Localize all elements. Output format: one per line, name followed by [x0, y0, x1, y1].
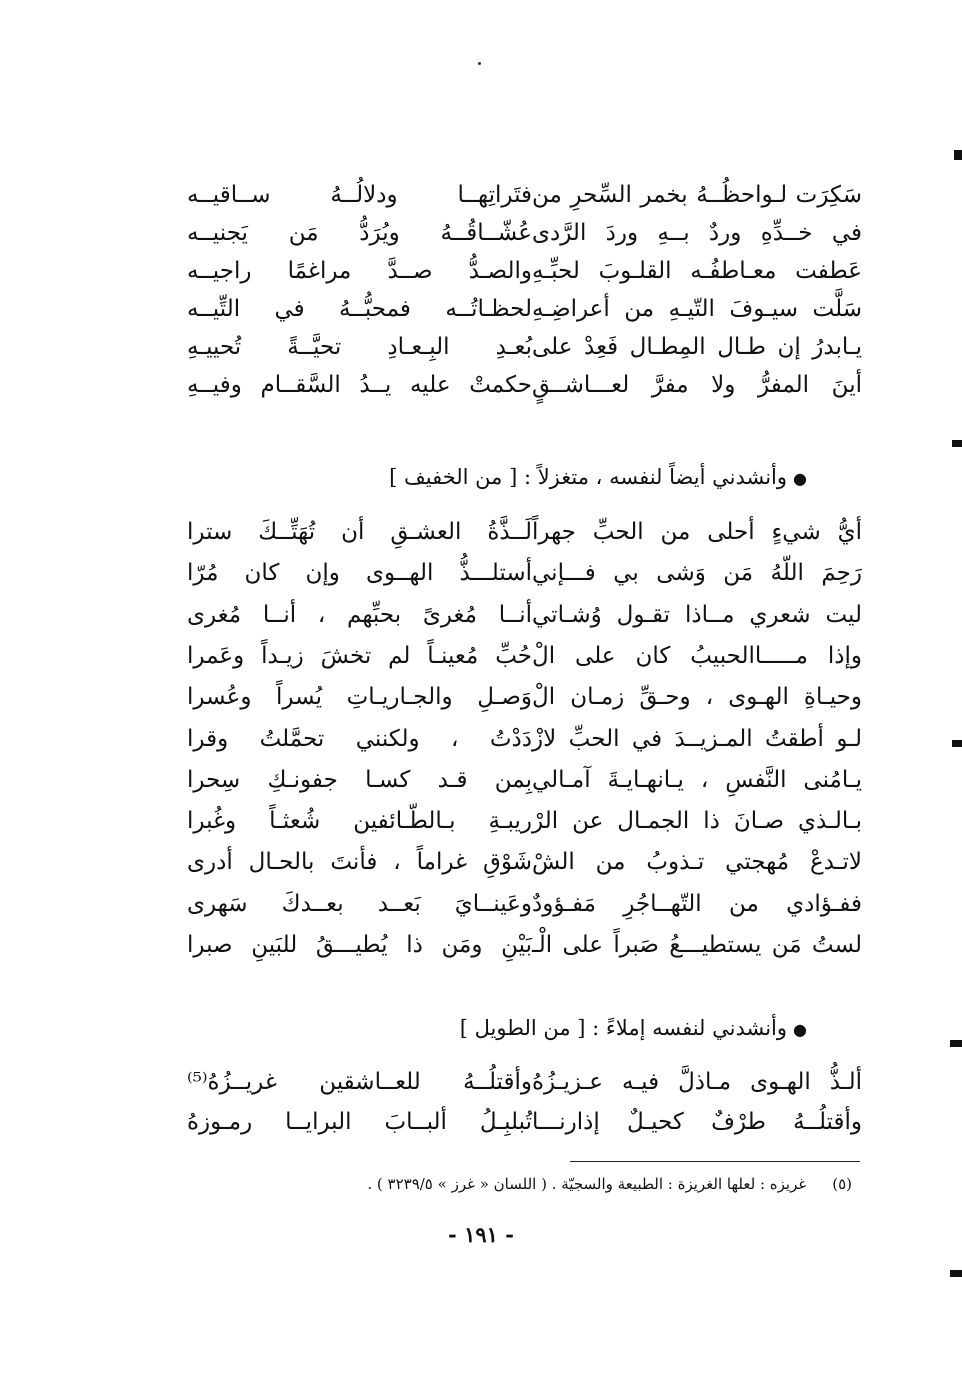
edge-mark [952, 740, 962, 747]
verse-second-hemistich: وعَينــايَ بَعــد بعــدكَ سَهرى [187, 891, 532, 917]
verse-second-hemistich: وأقتلُــهُ للعــاشقين غريــزُهُ⁽⁵⁾ [187, 1069, 532, 1095]
verse-first-hemistich: أيُّ شيءٍ أحلى من الحبِّ جهراً [532, 519, 862, 545]
verse-second-hemistich: شَوْقِ غراماً ، فأنتَ بالحـال أدرى [187, 849, 532, 875]
verse-second-hemistich: فتَراتِهــا ودلالُــهُ ســاقيــه [187, 182, 532, 208]
verse-first-hemistich: بـالـذي صـانَ ذا الجمـال عن الرْ [532, 808, 862, 834]
verse-first-hemistich: سَكِرَت لـواحظُــهُ بخمر السِّحرِ من [532, 182, 862, 208]
verse-second-hemistich: بُعـدِ البِـعـادِ تحيَّــةً تُحييـهِ [187, 334, 532, 360]
verse-first-hemistich: لـو أطقتُ المـزيــدَ في الحبِّ لازْ [532, 726, 862, 752]
verse-second-hemistich: بِمن قـد كسـا جفونـكِ سِحرا [187, 767, 532, 793]
footnote-text: غريزه : لعلها الغريزة : الطبيعة والسجيّة . ( اللسان « غرز » ٣٢٣٩/٥ ) . [367, 1175, 807, 1193]
verse-first-hemistich: لستُ مَن يستطيـــعُ صَبراً على الْـ [532, 932, 862, 958]
verse-first-hemistich: وحيـاةِ الهـوى ، وحـقِّ زمـان الْ [532, 684, 862, 710]
intro-line-khafif [389, 459, 807, 495]
verse-first-hemistich: وأقتلُــهُ طرْفٌ كحيـلٌ إذارنـــا [532, 1109, 862, 1135]
verse-second-hemistich: ريبـةِ بـالطّـائفين شُعثـاً وغُبرا [187, 808, 532, 834]
page-number: - ١٩١ - [448, 1222, 514, 1247]
verse-second-hemistich: أستلـــذُّ الهــوى وإن كان مُرّا [187, 560, 532, 586]
footnote-divider [570, 1161, 860, 1162]
edge-mark [950, 1270, 962, 1277]
footnote [367, 1170, 852, 1198]
intro-text: وأنشدني أيضاً لنفسه ، متغزلاً : [ من الخفيف ] [389, 465, 788, 489]
bullet-icon: ● [793, 1020, 807, 1039]
verse-second-hemistich: أنــا مُغرىً بحبِّهم ، أنــا مُغرى [187, 602, 532, 628]
bullet-icon: ● [793, 469, 807, 488]
verse-second-hemistich: والصـدُّ صــدَّ مراغمًا راجيــه [187, 258, 532, 284]
verse-first-hemistich: وإذا مـــــاالحبيبُ كان على الْ [532, 643, 862, 669]
verse-first-hemistich: عَطفت معـاطفُـه القلـوبَ لحبِّـهِ [532, 258, 862, 284]
verse-second-hemistich: دَدْتُ ، ولكنني تحمَّلتُ وقرا [187, 726, 532, 752]
verse-second-hemistich: لحظـاتُــه فمحبُّــهُ في التِّيــه [187, 296, 532, 322]
verse-first-hemistich: في خــدِّهِ وردٌ بــهِ وردَ الرَّدى [532, 220, 862, 246]
verse-second-hemistich: تُبلبِـلُ ألبــابَ البرايــا رمـوزهُ [187, 1109, 532, 1135]
verse-second-hemistich: عُشّــاقُــهُ ويُرَدُّ مَن يَجنيــه [187, 220, 532, 246]
verse-first-hemistich: ففـؤادي من التّهــاجُرِ مَفـؤودٌ [532, 891, 862, 917]
verse-first-hemistich: يـامُنى النَّفسِ ، يـانهـايـةَ آمـالي [532, 767, 862, 793]
edge-mark [952, 440, 962, 447]
footnote-number: (٥) [832, 1175, 852, 1193]
edge-mark [950, 1040, 962, 1047]
verse-second-hemistich: لَــذَّةُ العشـقِ أن تُهَتِّــكَ سترا [187, 519, 532, 545]
verse-second-hemistich: بَيْنِ ومَن ذا يُطيـــقُ للبَينِ صبرا [187, 932, 532, 958]
verse-first-hemistich: يـابدرُ إن طـال المِطـال فَعِدْ على [532, 334, 862, 360]
verse-first-hemistich: رَحِمَ اللّهُ مَن وَشى بي فـــإني [532, 560, 862, 586]
verse-second-hemistich: حُبِّ مُعينـاً لم تخشَ زيـداً وعَمرا [187, 643, 532, 669]
verse-first-hemistich: سَلَّت سيـوفَ التّيـهِ من أعراضِـهِ [532, 296, 862, 322]
intro-line-tawil [460, 1010, 807, 1046]
edge-mark [954, 150, 962, 160]
verse-first-hemistich: أينَ المفرُّ ولا مفرَّ لعـــاشــقٍ [532, 372, 862, 398]
intro-text: وأنشدني لنفسه إملاءً : [ من الطويل ] [459, 1016, 788, 1040]
verse-second-hemistich: وَصـلِ والجـاريـاتِ يُسراً وعُسرا [187, 684, 532, 710]
verse-first-hemistich: ألـذُّ الهـوى مـاذلَّ فيـه عـزيـزُهُ [532, 1069, 862, 1095]
verse-first-hemistich: ليت شعري مــاذا تقـول وُشـاتي [532, 602, 862, 628]
speck-mark [478, 62, 481, 65]
verse-first-hemistich: لاتـدعْ مُهجتي تـذوبُ من الشْ [532, 849, 862, 875]
verse-second-hemistich: حكمتْ عليه يــدُ السَّقــام وفيــهِ [187, 372, 532, 398]
